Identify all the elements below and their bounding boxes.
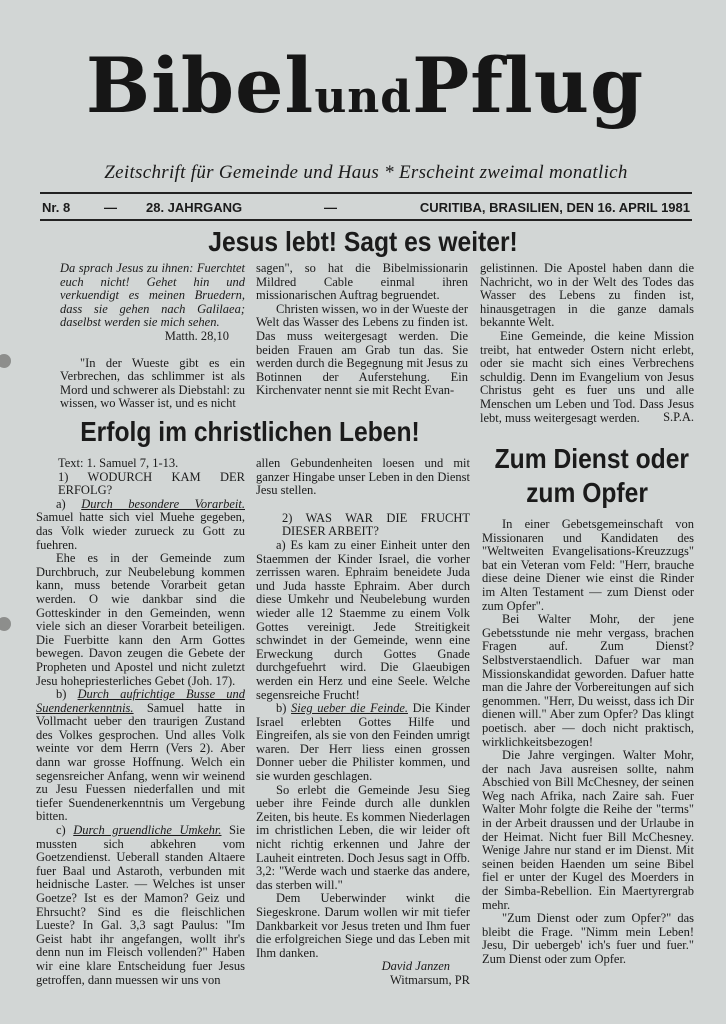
masthead-title-b: Pflug (412, 41, 645, 130)
scripture-text: Text: 1. Samuel 7, 1-13. (58, 456, 179, 470)
paragraph: So erlebt die Gemeinde Jesu Sieg ueber ihre Feinde durch alle dunklen Zeiten, bis heute. Es kommen Niederlagen im christlichen Leben, die wir leider oft nicht richtig erkennen und Jahre der Lauheit eintreten. Doch Jesus sagt in Offb. 3,2: "Werde wach und staerke das andere, das sterben will." (256, 782, 470, 892)
item-label: b) (276, 701, 287, 716)
rule-bottom (40, 219, 692, 221)
item-title: Durch gruendliche Umkehr. (73, 823, 222, 838)
paragraph: a) Es kam zu einer Einheit unter den Staemmen der Kinder Israel, die vorher zerrissen waren. Ephraim beneidete Juda und Juda hasste Ephraim. Aber durch diese Umkehr und Neubelebung wurden wieder alle 12 Staemme zu einem Volk Gottes vereinigt. Jede Streitigkeit schwindet in der Gemeinde, wenn eine Erweckung durch Gottes Gnade durchgefuehrt wird. Die Glaeubigen werden ein Herz und eine Seele. Welche segensreiche Frucht! (256, 537, 470, 702)
rule-top (40, 192, 692, 194)
item-title: Durch besondere Vorarbeit. (81, 496, 245, 511)
item-label: c) (56, 823, 66, 838)
punch-hole (0, 354, 11, 368)
issue-jahrgang: 28. JAHRGANG (146, 200, 243, 215)
headline-erfolg: Erfolg im christlichen Leben! (80, 416, 420, 447)
masthead-title-a: Bibel (85, 41, 315, 130)
paragraph: gelistinnen. Die Apostel haben dann die Nachricht, wo in der Welt des Todes das Wasser des Lebens zu finden ist, hinausgetragen in die ganze damals bekannte Welt. (480, 261, 694, 330)
paragraph: Bei Walter Mohr, der jene Gebetsstunde nie mehr vergass, brachen Fragen auf. Zum Dienst? Selbstverstaendlich. Dafuer war man Missionskandidat geworden. Dafuer hatte man die Jahre der Vorbereitungen auf sich genommen. "Herr, Du weisst, dass ich Dir dienen will." Aber zum Opfer? Das klingt poetisch. aber — doch nicht praktisch, wirklichkeitsbezogen! (482, 612, 694, 749)
paragraph: Die Jahre vergingen. Walter Mohr, der nach Java ausreisen sollte, nahm Abschied von Bill McChesney, der seinen Weg nach Afrika, nach Zaire sah. Fuer Walter Mohr folgte die Reihe der "terms" in der Arbeit draussen und der Urlaube in der Heimat. Nicht fuer Bill McChesney. Wenige Jahre nur stand er im Dienst. Mit seinen beiden Haenden um seine Bibel fiel er unter der Kugel des Moerders in der Simba-Rebellion. Ein Maertyrergrab mehr. (482, 748, 694, 912)
article2-column-2 (256, 457, 470, 988)
article1-column-2 (256, 262, 468, 398)
paragraph: Die Kinder Israel erlebten Gottes Hilfe und Eingreifen, als sie von den Feinden umrigt waren. Der Herr liess einen grossen Donner ueber die Philister kommen, und sie wurden geschlagen. (256, 701, 471, 784)
paragraph: Sie mussten sich abkehren vom Goetzendienst. Ueberall standen Altaere fuer Baal und Astaroth, verbunden mit heidnische Laster. — Welches ist unser Goetze? Ist es der Mamon? Geiz und Ehrsucht? Sind es die fleischlichen Lueste? In Gal. 3,3 sagt Paulus: "Im Geist habt ihr angefangen, wollt ihr's denn nun im Fleisch vollenden?" Haben wir eine klare Entscheidung fuer Jesus getroffen, dann muessen wir uns von (36, 823, 246, 987)
masthead (40, 34, 690, 144)
paragraph: sagen", so hat die Bibelmissionarin Mildred Cable einmal ihren missionarischen Auftrag begruendet. (256, 261, 468, 303)
headline-zum-dienst (494, 442, 690, 510)
section-heading: 1) WODURCH KAM DER ERFOLG? (58, 469, 245, 498)
paragraph: Dem Ueberwinder winkt die Siegeskrone. Darum wollen wir mit tiefer Dankbarkeit vor Jesus treten und Ihm fuer die erfolgreichen Siege und das Leben mit Ihm danken. (256, 891, 470, 960)
bible-verse: Da sprach Jesus zu ihnen: Fuerchtet euch nicht! Gehet hin und verkuendigt es meinen Bruedern, dass sie gehen nach Galilaea; daselbst werden sie mich sehen. (60, 261, 245, 330)
article2-column-1 (36, 457, 245, 987)
paragraph: "Zum Dienst oder zum Opfer?" das bleibt die Frage. "Nimm mein Leben! Jesu, Dir uebergeb' ich's fuer und fuer." Zum Dienst oder zum Opfer. (482, 911, 694, 966)
signature: S.P.A. (663, 410, 694, 425)
paragraph: allen Gebundenheiten loesen und mit ganzer Hingabe unser Leben in den Dienst Jesu stellen. (256, 456, 470, 498)
tagline: Zeitschrift für Gemeinde und Haus * Erscheint zweimal monatlich (104, 162, 628, 183)
author: David Janzen (381, 959, 450, 974)
paragraph: In einer Gebetsgemeinschaft von Missionaren und Kandidaten des "Weltweiten Evangelisations-Kreuzzugs" bat ein Veteran vom Feld: "Herr, brauche diese deine Diener wie einst die Rinder im Alten Testament — zum Dienst oder zum Opfer". (482, 517, 694, 613)
item-label: b) (56, 687, 67, 702)
issue-dash: — (324, 200, 337, 215)
section-heading: 2) WAS WAR DIE FRUCHT DIESER ARBEIT? (282, 510, 470, 539)
paragraph: Samuel hatte in Vollmacht ueber den traurigen Zustand des Volkes gesprochen. Und alles Volk weinte vor dem Herrn (Vers 2). Aber dann war grosse Hoffnung. Welch ein segensreicher Anfang, wenn wir weinend zu Jesu Fuessen niederfallen und mit tiefer Suendenerkenntnis um Vergebung bitten. (36, 700, 245, 824)
issue-dash: — (104, 200, 117, 215)
issue-place-date: CURITIBA, BRASILIEN, DEN 16. APRIL 1981 (419, 200, 690, 215)
punch-hole (0, 617, 11, 631)
masthead-title-mid: und (314, 72, 413, 123)
paragraph: Samuel hatte sich viel Muehe gegeben, das Volk wieder zurueck zu Gott zu fuehren. (36, 510, 245, 552)
article1-column-1 (60, 262, 245, 411)
article3-column (482, 518, 694, 967)
headline-line: zum Opfer (526, 477, 648, 508)
issue-number: Nr. 8 (42, 200, 71, 215)
item-label: a) (56, 496, 66, 511)
verse-reference: Matth. 28,10 (164, 328, 229, 343)
paragraph: "In der Wueste gibt es ein Verbrechen, das schlimmer ist als Mord und schwerer als Diebstahl: zu wissen, wo Wasser ist, und es nicht (60, 355, 245, 411)
headline-jesus-lebt: Jesus lebt! Sagt es weiter! (208, 226, 518, 257)
paragraph: Christen wissen, wo in der Wueste der Welt das Wasser des Lebens zu finden ist. Das muss weitergesagt werden. Die beiden Frauen am Grab tun das. Sie werden durch die Begegnung mit Jesus zu Botinnen der Auferstehung. Ein Kirchenvater nennt sie mit Recht Evan- (256, 301, 468, 398)
headline-line: Zum Dienst oder (494, 443, 690, 474)
item-title: Sieg ueber die Feinde. (291, 701, 408, 716)
article1-column-3 (480, 262, 694, 425)
item-title: Durch aufrichtige Busse und Suendenerkenntnis. (36, 687, 246, 715)
paragraph: Ehe es in der Gemeinde zum Durchbruch, zur Neubelebung kommen kann, muss betende Vorarbeit getan werden. O wie dankbar sind die Gotteskinder in den Gemeinden, wenn viele sich an dieser Vorarbeit beteiligen. Die Fuerbitte kann den Arm Gottes bewegen. Davon zeugen die Gebete der Propheten und Apostel und nicht zuletzt Jesu hohepriesterliches Gebet (Joh. 17). (36, 551, 245, 688)
paragraph: Eine Gemeinde, die keine Mission treibt, hat entweder Ostern nicht erlebt, oder sie macht sich eines Verbrechens schuldig. Denn im Evangelium von Jesus Christus geht es fuer uns und alle Menschen um Leben und Tod. Dass Jesus lebt, muss weitergesagt werden. (480, 328, 694, 425)
author-place: Witmarsum, PR (389, 972, 470, 987)
